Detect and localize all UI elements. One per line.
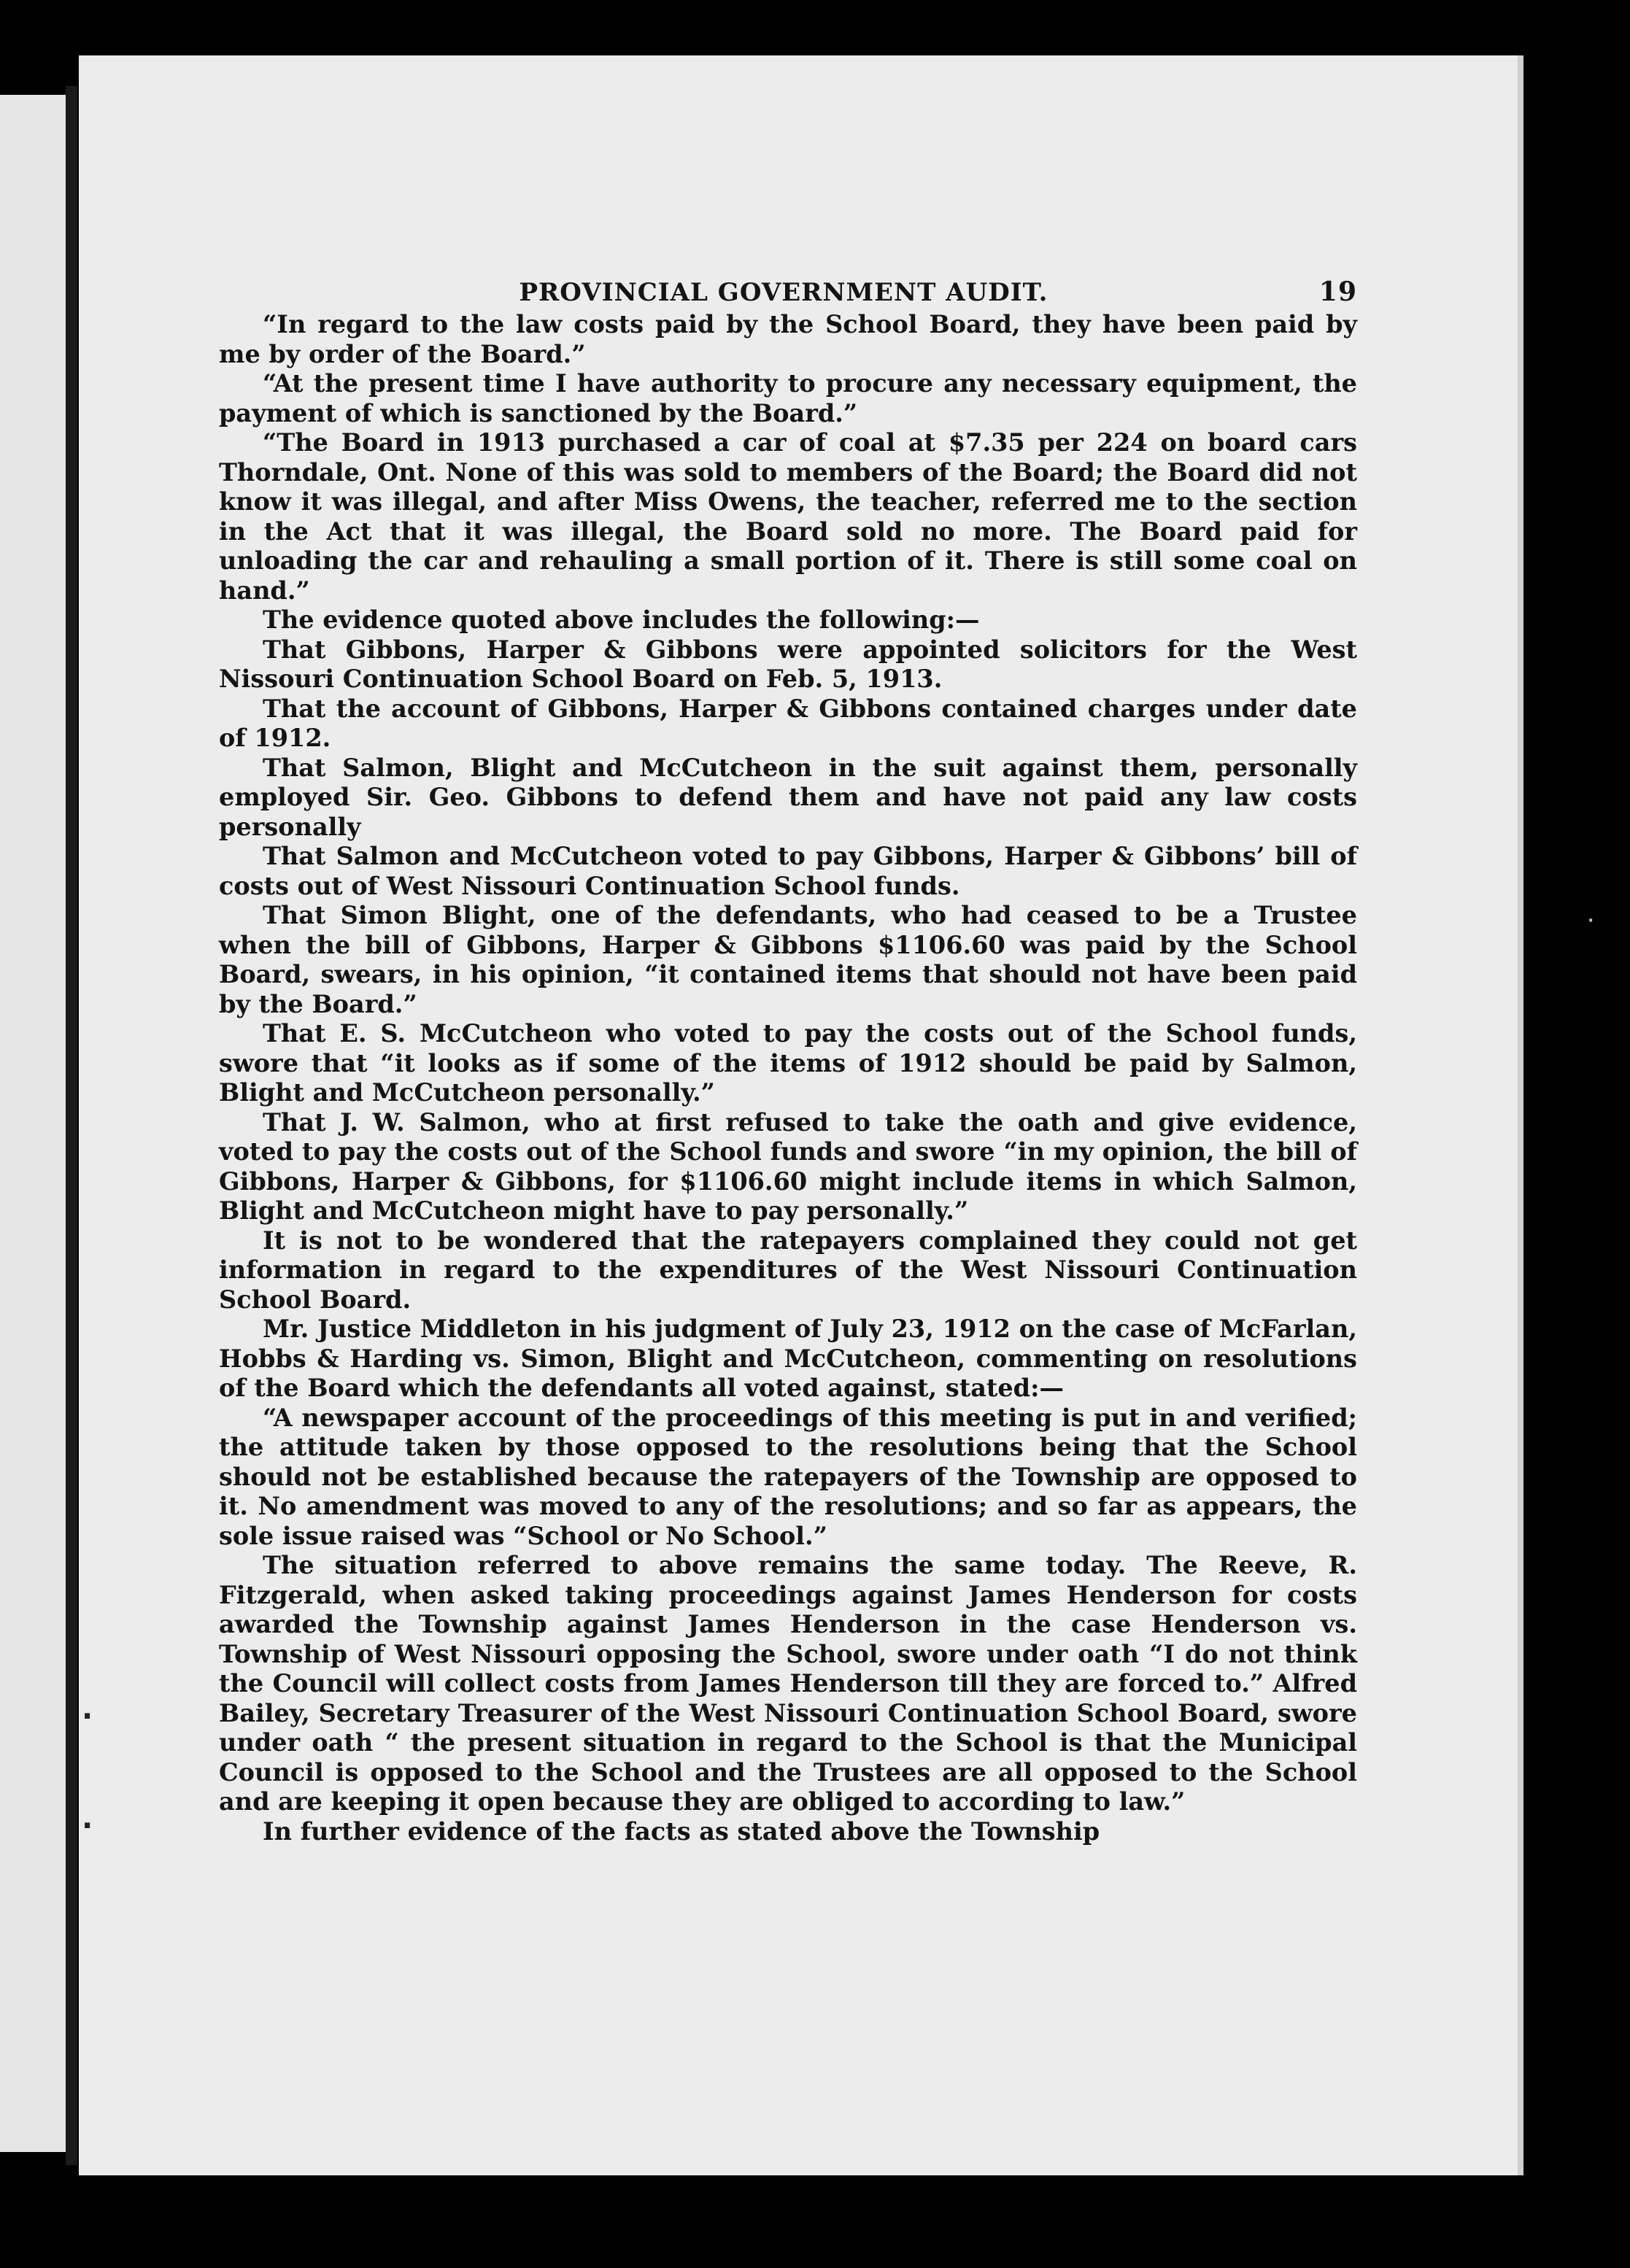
paragraph: That E. S. McCutcheon who voted to pay the costs out of the School funds, swore that “it looks as if some of the items of 1912 should be paid by Salmon, Blight and McCutcheon personally.” xyxy=(219,1019,1357,1107)
paragraph: That Salmon and McCutcheon voted to pay Gibbons, Harper & Gibbons’ bill of costs out of West Nissouri Continuation School funds. xyxy=(219,842,1357,900)
running-title: PROVINCIAL GOVERNMENT AUDIT. xyxy=(519,278,1048,307)
paragraph: “The Board in 1913 purchased a car of coal at $7.35 per 224 on board cars Thorndale, Ont. None of this was sold to members of the Board; the Board did not know it was illegal, and after Miss Owens, the teacher, referred me to the section in the Act that it was illegal, the Board sold no more. The Board paid for unloading the car and rehauling a small portion of it. There is still some coal on hand.” xyxy=(219,428,1357,605)
paragraph: Mr. Justice Middleton in his judgment of July 23, 1912 on the case of McFarlan, Hobbs & Harding vs. Simon, Blight and McCutcheon, commenting on resolutions of the Board which the defendants all voted against, stated:— xyxy=(219,1315,1357,1402)
paragraph: In further evidence of the facts as stated above the Township xyxy=(263,1816,1100,1846)
paragraph: That J. W. Salmon, who at first refused to take the oath and give evidence, voted to pay the costs out of the School funds and swore “in my opinion, the bill of Gibbons, Harper & Gibbons, for $1106.60 might include items in which Salmon, Blight and McCutcheon might have to pay personally.” xyxy=(219,1107,1357,1225)
page-gutter-shadow xyxy=(66,86,77,2165)
paragraph: That Simon Blight, one of the defendants, who had ceased to be a Trustee when the bill of Gibbons, Harper & Gibbons $1106.60 was paid by the School Board, swears, in his opinion, “it contained items that should not have been paid by the Board.” xyxy=(219,901,1357,1018)
paragraph: The evidence quoted above includes the following:— xyxy=(263,605,980,634)
paragraph: “A newspaper account of the proceedings of this meeting is put in and verified; the attitude taken by those opposed to the resolutions being that the School should not be established because the ratepayers of the Township are opposed to it. No amendment was moved to any of the resolutions; and so far as appears, the sole issue raised was “School or No School.” xyxy=(219,1403,1357,1550)
page-text xyxy=(219,277,1357,1846)
page-right-edge xyxy=(1518,55,1523,2175)
adjacent-page-edge xyxy=(0,95,66,2152)
paragraph: “At the present time I have authority to procure any necessary equipment, the payment of which is sanctioned by the Board.” xyxy=(219,369,1357,427)
paragraph: The situation referred to above remains the same today. The Reeve, R. Fitzgerald, when asked taking proceedings against James Henderson for costs awarded the Township against James Henderson in the case Henderson vs. Township of West Nissouri opposing the School, swore under oath “I do not think the Council will collect costs from James Henderson till they are forced to.” Alfred Bailey, Secretary Treasurer of the West Nissouri Continuation School Board, swore under oath “ the present situation in regard to the School is that the Municipal Council is opposed to the School and the Trustees are all opposed to the School and are keeping it open because they are obliged to according to law.” xyxy=(219,1551,1357,1816)
margin-mark: · xyxy=(82,1700,93,1733)
paragraph: That Gibbons, Harper & Gibbons were appointed solicitors for the West Nissouri Continuation School Board on Feb. 5, 1913. xyxy=(219,635,1357,693)
margin-mark: · xyxy=(1588,912,1594,930)
paragraph: That the account of Gibbons, Harper & Gibbons contained charges under date of 1912. xyxy=(219,694,1357,752)
paragraph: It is not to be wondered that the ratepayers complained they could not get information in regard to the expenditures of the West Nissouri Continuation School Board. xyxy=(219,1226,1357,1314)
margin-mark: · xyxy=(82,1809,93,1843)
page-number: 19 xyxy=(1318,276,1357,307)
paragraph: “In regard to the law costs paid by the School Board, they have been paid by me by order of the Board.” xyxy=(219,310,1357,368)
paragraph: That Salmon, Blight and McCutcheon in the suit against them, personally employed Sir. Geo. Gibbons to defend them and have not paid any law costs personally xyxy=(219,753,1357,841)
running-header xyxy=(219,277,1357,307)
